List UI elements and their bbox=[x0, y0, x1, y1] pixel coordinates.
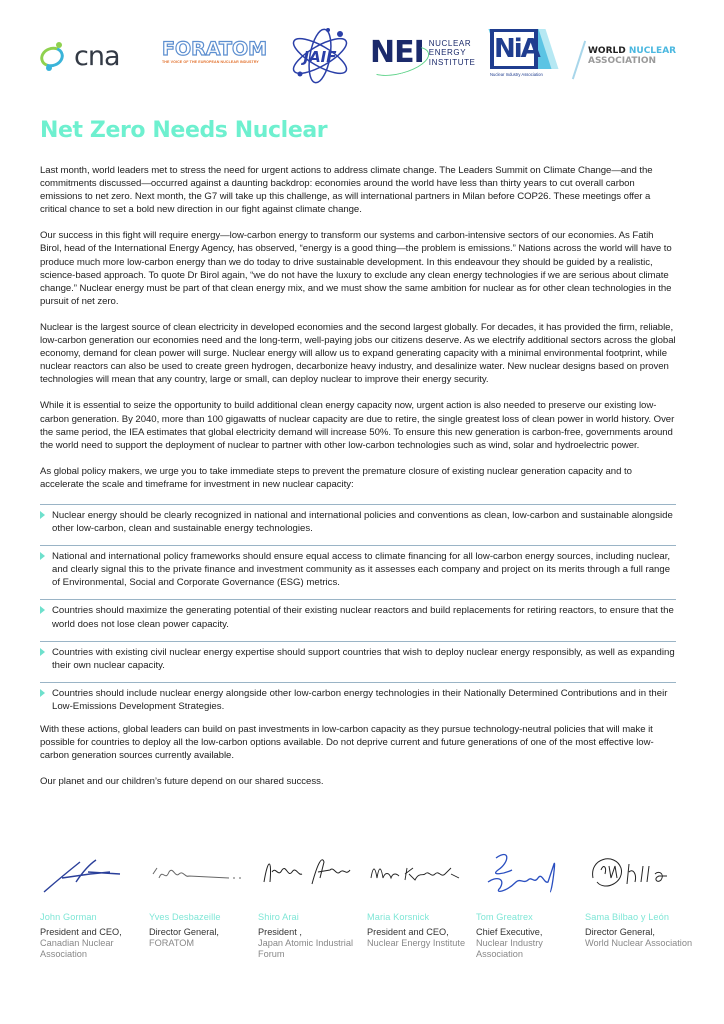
wna-slash-icon bbox=[572, 41, 586, 80]
signer-org: Nuclear Industry Association bbox=[476, 938, 543, 959]
signer-name: Sama Bilbao y León bbox=[585, 912, 670, 922]
paragraph: Nuclear is the largest source of clean electricity in developed economies and the second largest globally. For decades, it has provided the firm, reliable, low-carbon generation our economies need and the long-term, well-paying jobs our citizens deserve. As we electrify additional sectors across the global economy, demand for clean power will surge. Nuclear energy will allow us to expand generating capacity with a minimal environmental footprint, while nuclear reactors can also be used to create green hydrogen, decarbonize heavy industry, and desalinize water. New nuclear designs based on proven technologies will mean that any country, large or small, can deploy nuclear to improve their energy security. bbox=[40, 321, 676, 386]
list-item: Countries should maximize the generating potential of their existing nuclear reactors and build replacements for retiring reactors, to ensure that the world does not lose clean power capacity. bbox=[40, 599, 676, 630]
signer-block bbox=[40, 848, 149, 960]
nei-wordmark: NEI bbox=[370, 38, 424, 68]
signer-block bbox=[367, 848, 476, 960]
signer-org: FORATOM bbox=[149, 938, 195, 948]
triangle-bullet-icon bbox=[40, 606, 45, 614]
signer-org: Nuclear Energy Institute bbox=[367, 938, 466, 948]
signature-image bbox=[367, 848, 476, 906]
partner-logos bbox=[38, 30, 688, 85]
triangle-bullet-icon bbox=[40, 689, 45, 697]
nia-emblem-icon: NiA bbox=[490, 29, 550, 69]
signer-role: Director General, bbox=[149, 927, 219, 937]
foratom-tagline: THE VOICE OF THE EUROPEAN NUCLEAR INDUSTRY bbox=[162, 60, 259, 64]
list-item: Countries with existing civil nuclear energy expertise should support countries that wish to deploy nuclear energy responsibly, as well as expanding their own nuclear capacity. bbox=[40, 641, 676, 672]
signer-role: President and CEO, bbox=[40, 927, 122, 937]
paragraph: While it is essential to seize the opportunity to build additional clean energy capacity now, urgent action is also needed to preserve our existing low-carbon generation. By 2040, more than 100 gigawatts of nuclear capacity are due to retire, the single greatest loss of clean power in world history. Over the same period, the IEA estimates that global electricity demand will increase 50%. To ensure this new generation is carbon-free, governments around the world need to support the deployment of nuclear to partner with other low-carbon technologies such as wind, solar and hydroelectric power. bbox=[40, 400, 675, 451]
jaif-logo bbox=[288, 26, 352, 84]
letter-body bbox=[40, 118, 676, 801]
signer-block bbox=[258, 848, 367, 960]
nei-logo bbox=[370, 35, 476, 70]
signer-org: Japan Atomic Industrial Forum bbox=[258, 938, 353, 959]
signer-name: Tom Greatrex bbox=[476, 912, 533, 922]
signer-block bbox=[476, 848, 585, 960]
wna-logo: WORLD NUCLEAR ASSOCIATION bbox=[578, 32, 676, 80]
triangle-bullet-icon bbox=[40, 552, 45, 560]
svg-text:JAIF: JAIF bbox=[303, 48, 337, 66]
cna-logo bbox=[38, 40, 120, 72]
signer-org: World Nuclear Association bbox=[585, 938, 693, 948]
paragraph: Our success in this fight will require energy—low-carbon energy to transform our systems and carbon-intensive sectors of our economies. As Fatih Birol, head of the International Energy Agency, has observed, “energy is a good thing—the problem is emissions.” Nations across the world will have to produce much more low-carbon energy than we do today to drive sustainable development. In this endeavour they should be guided by a realistic, science-based approach. To quote Dr Birol again, “we do not have the luxury to exclude any clean energy technologies if we are serious about climate change.” Nuclear energy must be part of that clean energy mix, and we must show the same ambition for nuclear as for other clean technologies in the pursuit of net zero. bbox=[40, 230, 672, 307]
signature-image bbox=[585, 848, 694, 906]
triangle-bullet-icon bbox=[40, 511, 45, 519]
signer-role: President and CEO, bbox=[367, 927, 449, 937]
closing-paragraph: With these actions, global leaders can build on past investments in low-carbon capacity as they pursue technology-neutral policies that will make it possible for countries to deploy all the low-carbon options available. Do not deprive current and future generations of one of the most effective low-carbon generation sources currently available. bbox=[40, 724, 654, 762]
nia-subtitle: Nuclear Industry Association bbox=[490, 72, 543, 77]
cna-emblem-icon bbox=[38, 41, 68, 71]
nia-logo bbox=[490, 29, 550, 77]
recommendations-list bbox=[40, 504, 676, 713]
list-item: Nuclear energy should be clearly recognized in national and international policies and conventions as clean, low-carbon and sustainable alongside other low-carbon, clean and sustainable energy technologies. bbox=[40, 504, 676, 535]
cna-wordmark: cna bbox=[74, 40, 120, 72]
foratom-wordmark: FORATOM bbox=[162, 38, 268, 60]
list-item: National and international policy frameworks should ensure equal access to climate financing for all low-carbon energy sources, including nuclear, and clearly signal this to the private finance and investment community as it assesses each company and project on its merits through a full range of Environmental, Social and Corporate Governance (ESG) metrics. bbox=[40, 545, 676, 589]
signer-block bbox=[149, 848, 258, 960]
signer-name: Yves Desbazeille bbox=[149, 912, 221, 922]
signer-name: John Gorman bbox=[40, 912, 97, 922]
signer-org: Canadian Nuclear Association bbox=[40, 938, 114, 959]
signature-image bbox=[40, 848, 149, 906]
signer-block bbox=[585, 848, 694, 960]
paragraph: As global policy makers, we urge you to take immediate steps to prevent the premature closure of existing nuclear generation capacity and to accelerate the scale and timeframe for investment in new nuclear capacity: bbox=[40, 465, 632, 490]
nei-subtitle: NUCLEAR ENERGY INSTITUTE bbox=[428, 38, 476, 67]
foratom-logo bbox=[162, 40, 267, 64]
signature-image bbox=[476, 848, 585, 906]
signature-image bbox=[258, 848, 367, 906]
signer-role: Director General, bbox=[585, 927, 655, 937]
signatories bbox=[40, 848, 693, 960]
signer-name: Maria Korsnick bbox=[367, 912, 430, 922]
list-item: Countries should include nuclear energy alongside other low-carbon energy technologies in their Nationally Determined Contributions and in their Low-Emissions Development Strategies. bbox=[40, 682, 676, 713]
signer-role: Chief Executive, bbox=[476, 927, 543, 937]
paragraph: Last month, world leaders met to stress the need for urgent actions to address climate change. The Leaders Summit on Climate Change—and the commitments discussed—occurred against a daunting backdrop: economies around the world have less than thirty years to cut overall carbon emissions to net zero. Next month, the G7 will take up this challenge, as will international partners in Milan before COP26. These meetings offer a critical chance to set a bold new direction in our fight against climate change. bbox=[40, 165, 653, 216]
signer-name: Shiro Arai bbox=[258, 912, 299, 922]
closing-line: Our planet and our children’s future depend on our shared success. bbox=[40, 776, 324, 788]
page-title: Net Zero Needs Nuclear bbox=[40, 118, 328, 143]
atom-icon bbox=[288, 26, 352, 84]
triangle-bullet-icon bbox=[40, 648, 45, 656]
signer-role: President , bbox=[258, 927, 302, 937]
signature-image bbox=[149, 848, 258, 906]
